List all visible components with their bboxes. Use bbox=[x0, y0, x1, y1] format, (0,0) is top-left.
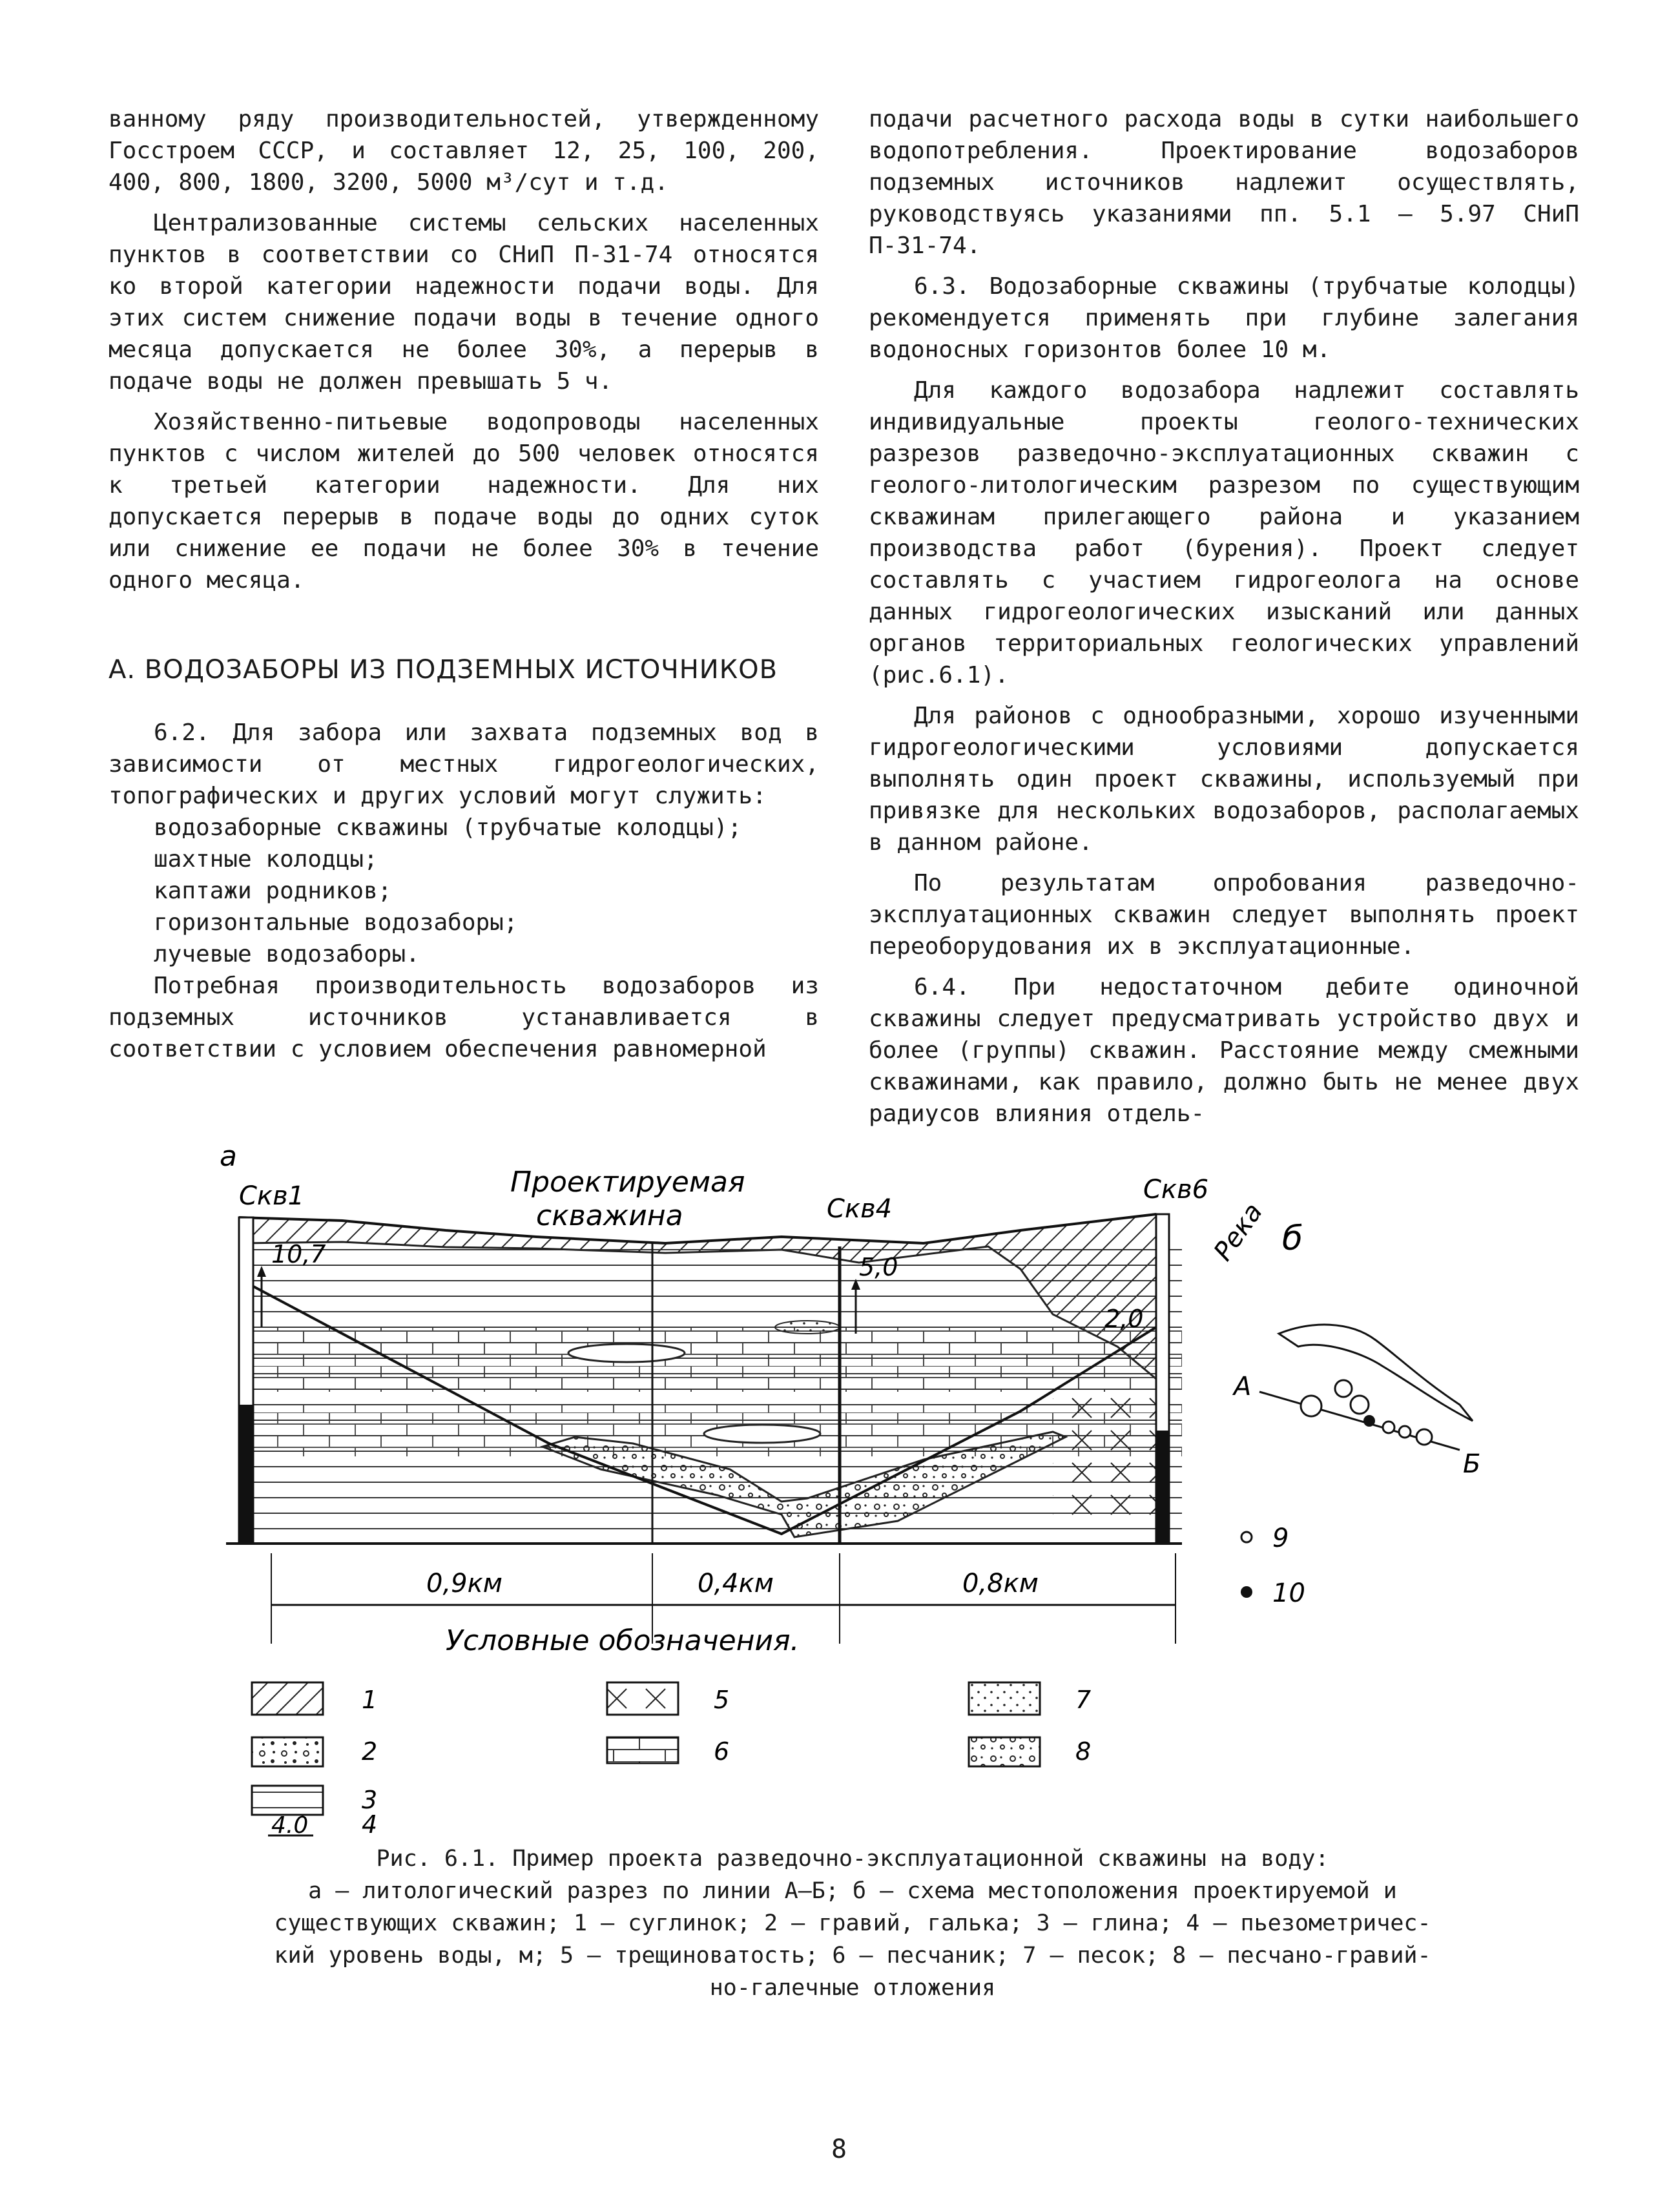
point-b-label: Б bbox=[1463, 1449, 1481, 1479]
well-marker bbox=[1383, 1421, 1394, 1433]
list-item: каптажи родников; bbox=[154, 878, 392, 904]
legend-number: 7 bbox=[1075, 1686, 1092, 1714]
legend bbox=[252, 1682, 1091, 1815]
list-item: шахтные колодцы; bbox=[154, 846, 378, 873]
paragraph: 6.3. Водозаборные скважины (трубчатые колодцы) рекомендуется применять при глубине залегания водоносных горизонтов более 10 м. bbox=[869, 273, 1579, 363]
distance-label: 0,4км bbox=[698, 1569, 774, 1598]
projected-well-marker bbox=[1363, 1415, 1375, 1427]
list-item: водозаборные скважины (трубчатые колодцы); bbox=[154, 814, 742, 841]
legend-number: 4 bbox=[362, 1810, 378, 1839]
figure-label-b: б bbox=[1282, 1219, 1303, 1258]
legend-number: 2 bbox=[362, 1737, 378, 1766]
legend-swatch-gravel-sand bbox=[969, 1737, 1040, 1766]
caption-line: кий уровень воды, м; 5 – трещиноватость; 6 – песчаник; 7 – песок; 8 – песчано-гравий- bbox=[274, 1943, 1431, 1969]
well-6-level: 2,0 bbox=[1104, 1305, 1144, 1333]
paragraph: Хозяйственно-питьевые водопроводы населенных пунктов с числом жителей до 500 человек относятся к третьей категории надежности. Для них допускается перерыв в подаче воды до одних суток или снижение ее подачи не более 30% в течение одного месяца. bbox=[109, 409, 819, 594]
legend-swatch-sand bbox=[969, 1682, 1040, 1715]
caption-line: но-галечные отложения bbox=[709, 1975, 996, 2001]
paragraph: подачи расчетного расхода воды в сутки наибольшего водопотребления. Проектирование водозаборов подземных источников надлежит осуществлять, руководствуясь указаниями пп. 5.1 – 5.97 СНиП П-31-74. bbox=[869, 106, 1579, 259]
legend-level-item bbox=[252, 1808, 446, 1841]
projected-well-label: скважина bbox=[536, 1199, 683, 1232]
paragraph: Для районов с однообразными, хорошо изученными гидрогеологическими условиями допускается выполнять один проект скважины, используемый при привязке для нескольких водозаборов, располагаемых в данном районе. bbox=[869, 703, 1579, 856]
figure-caption bbox=[220, 1843, 1486, 2004]
right-column bbox=[869, 103, 1579, 1130]
page-number: 8 bbox=[831, 2134, 847, 2164]
well-marker bbox=[1351, 1396, 1369, 1414]
point-a-label: А bbox=[1234, 1372, 1252, 1401]
legend-marker-existing bbox=[1241, 1532, 1252, 1542]
river-label: Река bbox=[1208, 1197, 1269, 1266]
legend-marker-projected bbox=[1241, 1586, 1252, 1598]
well-1-level: 10,7 bbox=[271, 1240, 326, 1268]
distance-label: 0,8км bbox=[962, 1569, 1039, 1598]
paragraph: Потребная производительность водозаборов из подземных источников устанавливается в соответствии с условием обеспечения равномерной bbox=[109, 973, 819, 1062]
legend-level-value: 4.0 bbox=[271, 1812, 309, 1839]
well-marker bbox=[1416, 1429, 1432, 1445]
legend-number: 3 bbox=[362, 1786, 378, 1814]
list-item: лучевые водозаборы. bbox=[154, 941, 420, 967]
legend-number: 1 bbox=[362, 1686, 378, 1714]
well-4-label: Скв4 bbox=[827, 1194, 893, 1224]
marker-9-label: 9 bbox=[1272, 1524, 1289, 1553]
caption-line: Рис. 6.1. Пример проекта разведочно-эксплуатационной скважины на воду: bbox=[376, 1846, 1329, 1872]
distance-label: 0,9км bbox=[426, 1569, 502, 1598]
legend-swatch-cracks bbox=[607, 1682, 678, 1715]
paragraph: 6.2. Для забора или захвата подземных вод в зависимости от местных гидрогеологических, топографических и других условий могут служить: bbox=[109, 719, 819, 809]
legend-swatch-gravel bbox=[252, 1737, 323, 1766]
legend-number: 6 bbox=[714, 1737, 730, 1766]
caption-line: существующих скважин; 1 – суглинок; 2 – гравий, галька; 3 – глина; 4 – пьезометричес- bbox=[274, 1910, 1431, 1936]
legend-swatch-sandstone bbox=[607, 1737, 678, 1763]
paragraph: Для каждого водозабора надлежит составлять индивидуальные проекты геолого-технических разрезов разведочно-эксплуатационных скважин с геолого-литологическим разрезом по существующим скважинам прилегающего района и указанием производства работ (бурения). Проект следует составлять с участием гидрогеолога на основе данных гидрогеологических изысканий или данных органов территориальных геологических управлений (рис.6.1). bbox=[869, 377, 1579, 688]
well-6-label: Скв6 bbox=[1143, 1175, 1209, 1204]
list-item: горизонтальные водозаборы; bbox=[154, 909, 518, 936]
paragraph: По результатам опробования разведочно-эксплуатационных скважин следует выполнять проект переоборудования их в эксплуатационные. bbox=[869, 870, 1579, 960]
well-4-level: 5,0 bbox=[859, 1253, 898, 1281]
legend-number: 5 bbox=[714, 1686, 730, 1714]
location-scheme bbox=[1208, 1198, 1481, 1608]
cross-section bbox=[226, 1214, 1182, 1544]
paragraph: ванному ряду производительностей, утвержденному Госстроем СССР, и составляет 12, 25, 100, 200, 400, 800, 1800, 3200, 5000 м³/сут и т.д. bbox=[109, 106, 819, 196]
well-1-label: Скв1 bbox=[239, 1181, 305, 1211]
well-marker bbox=[1399, 1426, 1411, 1438]
well-marker bbox=[1301, 1396, 1321, 1416]
legend-swatch-loam bbox=[252, 1682, 323, 1715]
left-column bbox=[109, 103, 819, 1065]
marker-10-label: 10 bbox=[1272, 1578, 1305, 1608]
legend-title: Условные обозначения. bbox=[446, 1624, 800, 1657]
paragraph: 6.4. При недостаточном дебите одиночной скважины следует предусматривать устройство двух и более (группы) скважин. Расстояние между смежными скважинами, как правило, должно быть не менее двух радиусов влияния отдель- bbox=[869, 974, 1579, 1127]
geological-section-figure bbox=[213, 1133, 1537, 1818]
paragraph: Централизованные системы сельских населенных пунктов в соответствии со СНиП П-31-74 относятся ко второй категории надежности подачи воды. Для этих систем снижение подачи воды в течение одного месяца допускается не более 30%, а перерыв в подаче воды не должен превышать 5 ч. bbox=[109, 210, 819, 395]
section-heading: А. ВОДОЗАБОРЫ ИЗ ПОДЗЕМНЫХ ИСТОЧНИКОВ bbox=[109, 655, 778, 685]
well-marker bbox=[1335, 1380, 1352, 1397]
figure-label-a: а bbox=[220, 1140, 237, 1173]
legend-number: 8 bbox=[1075, 1737, 1092, 1766]
caption-line: а – литологический разрез по линии А–Б; б – схема местоположения проектируемой и bbox=[308, 1878, 1397, 1904]
projected-well-label: Проектируемая bbox=[510, 1166, 745, 1199]
